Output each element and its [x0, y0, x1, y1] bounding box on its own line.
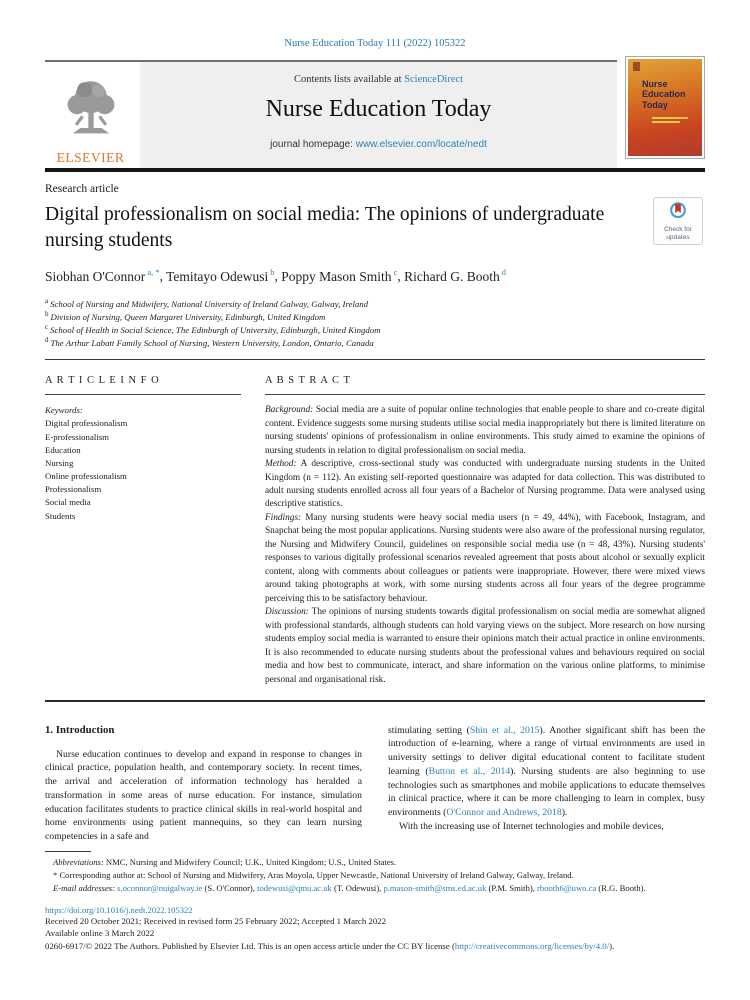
author-affil-sup[interactable]: c — [393, 267, 398, 278]
check-updates-label: Check for updates — [664, 226, 692, 242]
keyword-item: Online professionalism — [45, 471, 127, 482]
footnote-block — [45, 856, 705, 895]
keywords-label: Keywords: — [45, 405, 83, 416]
check-updates-icon — [668, 208, 688, 225]
intro-paragraph-2: With the increasing use of Internet technologies and mobile devices, — [399, 820, 664, 832]
article-type-label: Research article — [45, 183, 119, 195]
banner-top-rule — [45, 60, 617, 62]
affiliation-item: $^d$ The Arthur Labatt Family School of Nursing, Western University, London, Ontario, Canada — [45, 336, 374, 349]
journal-homepage-link[interactable]: www.elsevier.com/locate/nedt — [355, 139, 487, 150]
article-title: Digital professionalism on social media: The opinions of undergraduate nursing students — [45, 204, 605, 251]
keyword-item: Education — [45, 444, 81, 455]
corresponding-author-note: * Corresponding author at: School of Nursing and Midwifery, Aras Moyola, Upper Newcastle, National University of Ireland Galway, Galway, Ireland. — [53, 869, 574, 880]
article-info-heading: A R T I C L E I N F O — [45, 375, 241, 395]
cover-logo-mark — [633, 62, 640, 71]
doi-link[interactable]: https://doi.org/10.1016/j.nedt.2022.105322 — [45, 904, 193, 915]
affiliation-list — [45, 297, 705, 349]
abstract-background: Background: Social media are a suite of popular online technologies that enable people to share and co-create digital content. Evidence suggests some nursing students utilise social media inappropriately but there is limited literature on nursing students' opinions of professionalism in online environments. This study aimed to examine the opinions of nursing students in relation to digital professionalism on social media. — [265, 405, 705, 456]
citation-link[interactable]: Button et al., 2014 — [428, 765, 511, 777]
abstract-column — [265, 375, 705, 687]
email-link[interactable]: s.oconnor@nuigalway.ie — [117, 882, 203, 893]
cover-subtitle-lines — [652, 117, 688, 125]
homepage-label: journal homepage: — [270, 139, 356, 150]
author-affil-sup[interactable]: b — [270, 267, 275, 278]
author-name[interactable]: Siobhan O'Connor $^{a, *}$ — [45, 267, 160, 284]
author-name[interactable]: Poppy Mason Smith $^c$ — [281, 267, 398, 284]
abstract-findings: Findings: Many nursing students were heavy social media users (n = 49, 44%), with Facebook, Instagram, and Snapchat being the most popular applications. Nursing students were also aware of the professional nursing regulator, the Nursing and Midwifery Council, guidelines on responsible social media use (n = 48, 43%). Nursing students' responses to various digitally professional scenarios revealed agreement that posts about alcohol or sexually explicit content, along with comments about colleagues or patients were inappropriate. However, there were mixed views around taking photographs at work, with some nursing students across all four years of the degree programme perceiving this to be satisfactory behaviour. — [265, 512, 705, 604]
citation-link[interactable]: O'Connor and Andrews, 2018 — [446, 807, 562, 819]
intro-left-column — [45, 724, 362, 844]
doi-line — [45, 905, 705, 915]
abbreviations-note: Abbreviations: NMC, Nursing and Midwifery Council; U.K., United Kingdom; U.S., United States. — [53, 856, 397, 867]
affiliation-item: $^a$ School of Nursing and Midwifery, National University of Ireland Galway, Galway, Ireland — [45, 296, 369, 309]
sciencedirect-link[interactable]: ScienceDirect — [404, 74, 464, 85]
email-addresses-note: E-mail addresses: s.oconnor@nuigalway.ie (S. O'Connor), todewusi@qmu.ac.uk (T. Odewusi), p.mason-smith@sms.ed.ac.uk (P.M. Smith), rbooth6@uwo.ca (R.G. Booth). — [53, 882, 646, 893]
keyword-item: E-professionalism — [45, 431, 110, 442]
contents-list-text: Contents lists available at — [293, 74, 405, 85]
author-affil-sup[interactable]: d — [501, 267, 506, 278]
intro-right-column — [388, 724, 705, 844]
available-online: Available online 3 March 2022 — [45, 928, 155, 939]
article-page — [0, 38, 750, 953]
affiliation-item: $^c$ School of Health in Social Science, The Edinburgh of University, Edinburgh, United Kingdom — [45, 323, 381, 335]
affiliation-item: $^b$ Division of Nursing, Queen Margaret University, Edinburgh, United Kingdom — [45, 310, 326, 322]
intro-paragraph-continued: stimulating setting (Shin et al., 2015). Another significant shift has been the introduction of e-learning, where a range of virtual environments are used in university settings to deliver digital educational content to facilitate student learning (Button et al., 2014). Nursing students are also beginning to use technologies such as smartphones and mobile applications to educate themselves in clinical practice, where it can be more challenging to learn in complex, busy environments (O'Connor and Andrews, 2018). — [388, 724, 705, 819]
abstract-body — [265, 404, 705, 687]
introduction-section — [45, 724, 705, 844]
author-name[interactable]: Temitayo Odewusi $^b$ — [166, 267, 275, 284]
email-link[interactable]: todewusi@qmu.ac.uk — [257, 882, 332, 893]
keywords-block — [45, 404, 241, 523]
footnote-rule — [45, 851, 91, 852]
title-block — [45, 183, 705, 349]
cover-title: Nurse Education Today — [642, 79, 686, 110]
author-name[interactable]: Richard G. Booth $^d$ — [404, 267, 506, 284]
author-list: Siobhan O'Connor $^{a, *}$, Temitayo Odewusi $^b$, Poppy Mason Smith $^c$, Richard G. Booth $^d$ — [45, 267, 506, 284]
email-link[interactable]: rbooth6@uwo.ca — [537, 882, 597, 893]
email-link[interactable]: p.mason-smith@sms.ed.ac.uk — [383, 882, 487, 893]
keyword-item: Students — [45, 510, 76, 521]
author-affil-sup[interactable]: a, * — [147, 267, 160, 278]
license-link[interactable]: http://creativecommons.org/licenses/by/4.0/ — [454, 941, 610, 952]
journal-cover-art — [628, 59, 702, 156]
abstract-discussion: Discussion: The opinions of nursing students towards digital professionalism on social media are somewhat aligned with professional standards, although students can hold varying views on the subject. More research on how nursing students employ social media is warranted to ensure their opinions match their actual practice in online environments. It is also recommended to educate nursing students about the professional values and behaviours required on social media and how best to communicate, interact, and share information on the various online platforms, to minimise personal and organisational risk. — [265, 607, 705, 685]
journal-citation-link[interactable]: Nurse Education Today 111 (2022) 105322 — [284, 38, 466, 49]
abstract-method: Method: A descriptive, cross-sectional study was conducted with undergraduate nursing students in the United Kingdom (n = 112). An existing self-reported questionnaire was adapted for data collection. This was distributed to adult nursing students enrolled across all four years of a Bachelor of Nursing programme. Data were analysed using descriptive statistics. — [265, 459, 705, 510]
introduction-heading: 1. Introduction — [45, 723, 115, 736]
journal-title: Nurse Education Today — [265, 96, 492, 122]
elsevier-tree-icon — [59, 78, 123, 149]
citation-link[interactable]: Shin et al., 2015 — [469, 724, 540, 736]
keyword-item: Social media — [45, 497, 91, 508]
article-info-column — [45, 375, 241, 687]
copyright-line: 0260-6917/© 2022 The Authors. Published by Elsevier Ltd. This is an open access article under the CC BY license (http://creativecommons.org/licenses/by/4.0/). — [45, 941, 615, 952]
received-dates: Received 20 October 2021; Received in revised form 25 February 2022; Accepted 1 March 2022 — [45, 915, 387, 926]
keyword-item: Nursing — [45, 457, 74, 468]
journal-cover-thumbnail[interactable] — [625, 56, 705, 159]
check-updates-badge[interactable] — [653, 197, 703, 245]
journal-header-banner — [45, 62, 705, 168]
journal-banner-box — [140, 62, 617, 168]
abstract-heading: A B S T R A C T — [265, 375, 705, 395]
keyword-item: Professionalism — [45, 484, 102, 495]
intro-paragraph: Nurse education continues to develop and expand in response to changes in clinical practice, population health, and contemporary society. In recent times, the arrival and acceleration of information technology has heralded a transformation in some areas of nurse education. For instance, simulation education facilitates students to practice clinical skills in real-world hospital and home environments using patient mannequins, so they can learn nursing competencies in a safe and — [45, 748, 362, 843]
elsevier-logo[interactable] — [45, 62, 140, 168]
section-divider — [45, 359, 705, 360]
keyword-item: Digital professionalism — [45, 418, 128, 429]
info-abstract-section — [45, 375, 705, 687]
header-bottom-rule — [45, 168, 705, 172]
abstract-bottom-rule — [45, 700, 705, 702]
elsevier-wordmark: ELSEVIER — [56, 150, 125, 165]
